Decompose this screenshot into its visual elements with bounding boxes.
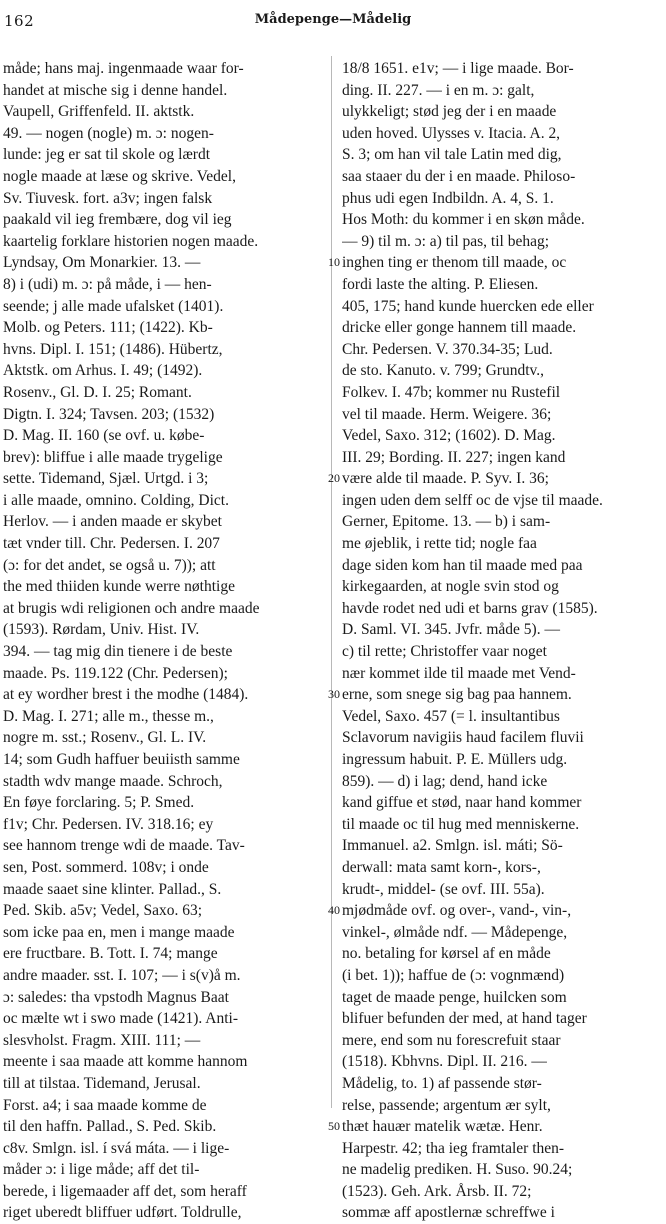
text-line: paakald vil ieg frembære, dog vil ieg <box>3 211 232 229</box>
page-number: 162 <box>4 12 35 30</box>
text-line: lunde: jeg er sat til skole og lærdt <box>3 146 211 164</box>
text-line: Aktstk. om Arhus. I. 49; (1492). <box>3 362 203 380</box>
text-line: nogle maade at læse og skrive. Vedel, <box>3 167 236 185</box>
text-line: måder ɔ: i lige måde; aff det til- <box>3 1161 200 1179</box>
text-line: fordi laste the alting. P. Eliesen. <box>342 275 539 293</box>
text-line: mjødmåde ovf. og over-, vand-, vin-, <box>342 902 572 920</box>
text-line: me øjeblik, i rette tid; nogle faa <box>342 535 537 553</box>
text-line: taget de maade penge, huilcken som <box>342 988 567 1006</box>
text-line: D. Saml. VI. 345. Jvfr. måde 5). — <box>342 621 560 639</box>
text-line: 18/8 1651. e1v; — i lige maade. Bor- <box>342 60 574 77</box>
text-line: S. 3; om han vil tale Latin med dig, <box>342 146 562 164</box>
text-line: Vaupell, Griffenfeld. II. aktstk. <box>3 103 195 121</box>
text-line: kaartelig forklare historien nogen maade. <box>3 232 259 250</box>
text-line: de sto. Kanuto. v. 799; Grundtv., <box>342 362 545 380</box>
text-line: Molb. og Peters. 111; (1422). Kb- <box>3 319 213 337</box>
text-line: Gerner, Epitome. 13. — b) i sam- <box>342 513 551 531</box>
text-line: havde rodet ned udi et barns grav (1585). <box>342 599 598 617</box>
text-line: maade saaet sine klinter. Pallad., S. <box>3 880 222 898</box>
text-line: til maade oc til hug med menniskerne. <box>342 815 580 833</box>
right-column <box>342 58 664 1224</box>
text-line: Ped. Skib. a5v; Vedel, Saxo. 63; <box>3 902 203 920</box>
line-number: 50 <box>328 1119 340 1134</box>
text-line: hvns. Dipl. I. 151; (1486). Hübertz, <box>3 340 223 358</box>
text-line: (ɔ: for det andet, se også u. 7)); att <box>3 556 216 574</box>
text-line: (1518). Kbhvns. Dipl. II. 216. — <box>342 1053 547 1071</box>
text-line: relse, passende; argentum ær sylt, <box>342 1096 551 1114</box>
text-line: berede, i ligemaader aff det, som heraff <box>3 1182 247 1200</box>
text-line: tæt vnder till. Chr. Pedersen. I. 207 <box>3 535 220 553</box>
text-line: c) til rette; Christoffer vaar noget <box>342 643 547 661</box>
text-line: måde; hans maj. ingenmaade waar for- <box>3 60 244 77</box>
text-line: 14; som Gudh haffuer beuiisth samme <box>3 751 240 768</box>
text-line: III. 29; Bording. II. 227; ingen kand <box>342 448 566 466</box>
text-line: mere, end som nu forescrefuit staar <box>342 1031 561 1049</box>
text-line: blifuer befunden der med, at hand tager <box>342 1010 587 1028</box>
text-line: sette. Tidemand, Sjæl. Urtgd. i 3; <box>3 470 209 488</box>
text-line: the med thiiden kunde werre nøthtige <box>3 578 235 596</box>
text-line: ingressum habuit. P. E. Müllers udg. <box>342 751 568 768</box>
text-line: 859). — d) i lag; dend, hand icke <box>342 772 548 790</box>
text-line: kirkegaarden, at nogle svin stod og <box>342 578 559 596</box>
text-line: En føye forclaring. 5; P. Smed. <box>3 794 195 812</box>
text-line: 405, 175; hand kunde huercken ede eller <box>342 297 594 315</box>
column-divider <box>331 56 332 1108</box>
text-line: (i bet. 1)); haffue de (ɔ: vognmænd) <box>342 966 565 984</box>
text-line: phus udi egen Indbildn. A. 4, S. 1. <box>342 189 554 207</box>
text-line: brev): bliffue i alle maade trygelige <box>3 448 223 466</box>
text-line: kand giffue et stød, naar hand kommer <box>342 794 582 812</box>
left-column <box>3 58 325 1224</box>
text-line: krudt-, middel- (se ovf. III. 55a). <box>342 880 545 898</box>
text-line: dricke eller gonge hannem till maade. <box>342 319 577 337</box>
text-line: at brugis wdi religionen och andre maade <box>3 599 260 617</box>
text-line: (1523). Geh. Ark. Årsb. II. 72; <box>342 1182 532 1200</box>
text-line: D. Mag. II. 160 (se ovf. u. købe- <box>3 427 205 445</box>
text-line: inghen ting er thenom till maade, oc <box>342 254 567 272</box>
text-line: oc mælte wt i swo made (1421). Anti- <box>3 1010 239 1028</box>
text-line: stadth wdv mange maade. Schroch, <box>3 772 223 790</box>
text-line: sommæ aff apostlernæ schreffwe i <box>342 1204 555 1222</box>
text-line: no. betaling for kørsel af en måde <box>342 945 551 963</box>
text-line: saa staaer du der i en maade. Philoso- <box>342 167 576 185</box>
text-line: i alle maade, omnino. Colding, Dict. <box>3 491 229 509</box>
text-line: Vedel, Saxo. 457 (= l. insultantibus <box>342 707 560 725</box>
text-line: Sclavorum navigiis haud facilem fluvii <box>342 729 584 747</box>
text-line: vel til maade. Herm. Weigere. 36; <box>342 405 552 423</box>
text-line: slesvholst. Fragm. XIII. 111; — <box>3 1031 201 1049</box>
text-line: Lyndsay, Om Monarkier. 13. — <box>3 254 201 272</box>
text-line: vinkel-, ølmåde ndf. — Mådepenge, <box>342 923 568 941</box>
text-line: ingen uden dem selff oc de vjse til maade. <box>342 491 603 509</box>
line-number: 10 <box>328 255 340 270</box>
text-line: — 9) til m. ɔ: a) til pas, til behag; <box>342 232 550 250</box>
text-line: nær kommet ilde til maade met Vend- <box>342 664 576 682</box>
line-number: 30 <box>328 687 340 702</box>
text-line: som icke paa en, men i mange maade <box>3 923 235 941</box>
page-header <box>0 0 666 54</box>
text-line: være alde til maade. P. Syv. I. 36; <box>342 470 549 488</box>
text-line: meente i saa maade att komme hannom <box>3 1053 248 1071</box>
text-line: erne, som snege sig bag paa hannem. <box>342 686 572 704</box>
text-line: til den haffn. Pallad., S. Ped. Skib. <box>3 1118 217 1136</box>
text-line: derwall: mata samt korn-, kors-, <box>342 858 541 876</box>
text-line: Digtn. I. 324; Tavsen. 203; (1532) <box>3 405 215 423</box>
text-line: andre maader. sst. I. 107; — i s(v)å m. <box>3 966 241 984</box>
text-line: ɔ: saledes: tha vpstodh Magnus Baat <box>3 988 229 1006</box>
text-line: 49. — nogen (nogle) m. ɔ: nogen- <box>3 124 214 142</box>
text-line: handet at mische sig i denne handel. <box>3 81 228 99</box>
text-line: Vedel, Saxo. 312; (1602). D. Mag. <box>342 427 556 445</box>
text-line: Sv. Tiuvesk. fort. a3v; ingen falsk <box>3 189 213 207</box>
text-line: 394. — tag mig din tienere i de beste <box>3 643 233 661</box>
running-head: Mådepenge—Mådelig <box>254 12 412 27</box>
text-line: riget uberedt bliffuer udført. Toldrulle, <box>3 1204 242 1222</box>
text-line: at ey wordher brest i the modhe (1484). <box>3 686 249 704</box>
text-line: Hos Moth: du kommer i en skøn måde. <box>342 211 585 229</box>
text-line: ere fructbare. B. Tott. I. 74; mange <box>3 945 218 963</box>
text-line: seende; j alle made ufalsket (1401). <box>3 297 224 315</box>
text-line: Rosenv., Gl. D. I. 25; Romant. <box>3 383 192 401</box>
text-line: (1593). Rørdam, Univ. Hist. IV. <box>3 621 200 639</box>
text-line: till at tilstaa. Tidemand, Jerusal. <box>3 1074 201 1092</box>
text-line: ne madelig prediken. H. Suso. 90.24; <box>342 1161 573 1179</box>
text-line: ding. II. 227. — i en m. ɔ: galt, <box>342 81 535 99</box>
text-line: Immanuel. a2. Smlgn. isl. máti; Sö- <box>342 837 563 855</box>
text-line: thæt hauær matelik wætæ. Henr. <box>342 1118 543 1136</box>
text-line: Harpestr. 42; tha ieg framtaler then- <box>342 1139 565 1157</box>
text-line: 8) i (udi) m. ɔ: på måde, i — hen- <box>3 275 212 293</box>
text-line: Chr. Pedersen. V. 370.34-35; Lud. <box>342 340 553 358</box>
text-line: Folkev. I. 47b; kommer nu Rustefil <box>342 383 561 401</box>
text-line: Forst. a4; i saa maade komme de <box>3 1096 207 1114</box>
text-line: D. Mag. I. 271; alle m., thesse m., <box>3 707 214 725</box>
text-line: Herlov. — i anden maade er skybet <box>3 513 222 531</box>
text-line: Mådelig, to. 1) af passende stør- <box>342 1074 542 1092</box>
line-number: 20 <box>328 471 340 486</box>
text-line: ulykkeligt; stød jeg der i en maade <box>342 103 557 121</box>
text-line: sen, Post. sommerd. 108v; i onde <box>3 858 209 876</box>
text-line: maade. Ps. 119.122 (Chr. Pedersen); <box>3 664 228 682</box>
text-line: f1v; Chr. Pedersen. IV. 318.16; ey <box>3 815 214 833</box>
text-line: dage siden kom han til maade med paa <box>342 556 583 574</box>
text-line: nogre m. sst.; Rosenv., Gl. L. IV. <box>3 729 207 747</box>
text-line: c8v. Smlgn. isl. í svá máta. — i lige- <box>3 1139 230 1157</box>
text-line: see hannom trenge wdi de maade. Tav- <box>3 837 245 855</box>
line-number: 40 <box>328 903 340 918</box>
text-line: uden hoved. Ulysses v. Itacia. A. 2, <box>342 124 561 142</box>
